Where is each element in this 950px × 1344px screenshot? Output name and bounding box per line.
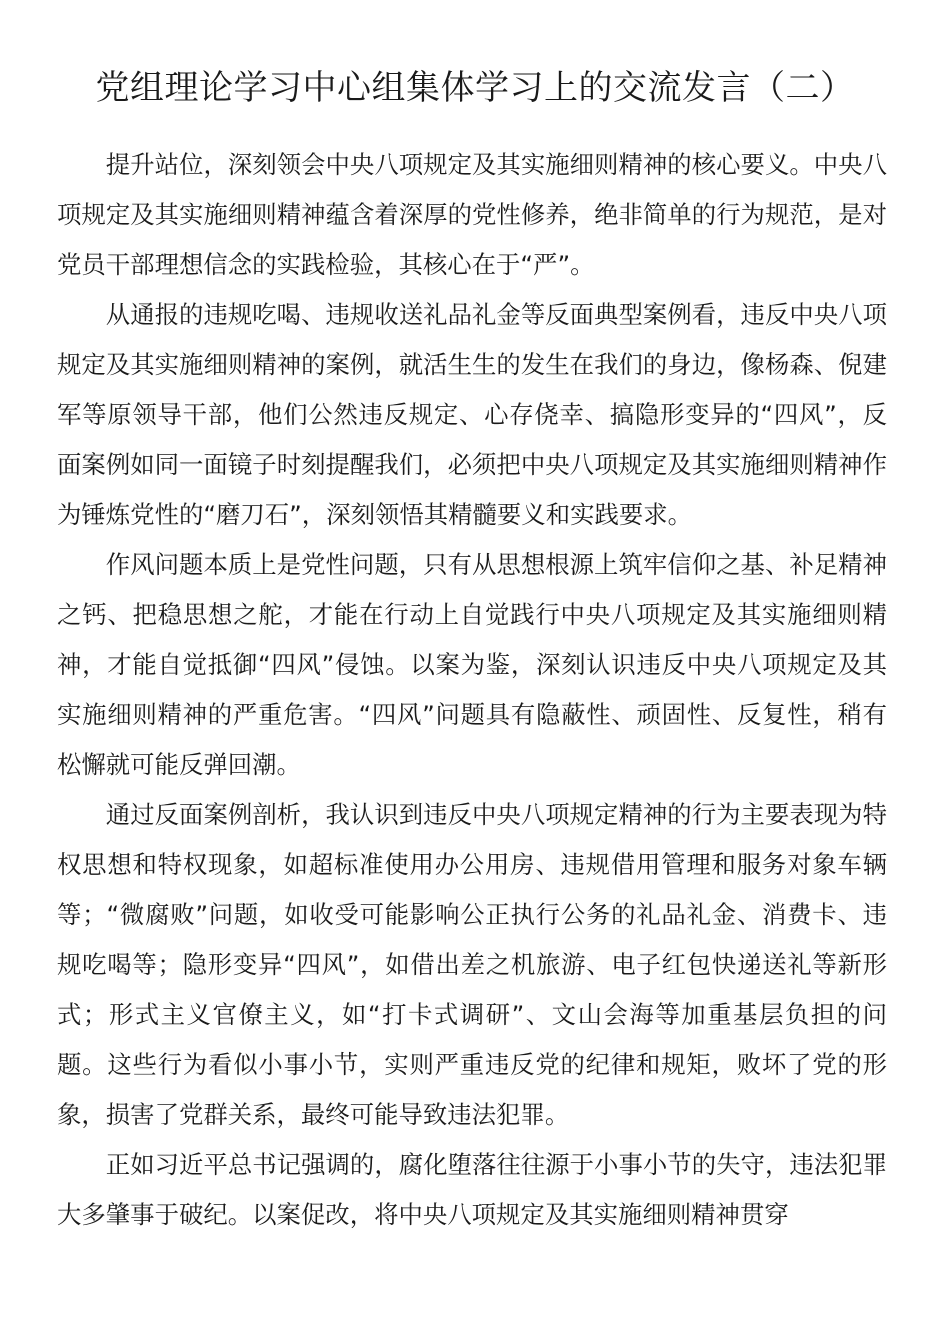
paragraph-4: 通过反面案例剖析，我认识到违反中央八项规定精神的行为主要表现为特权思想和特权现象，如超标准使用办公用房、违规借用管理和服务对象车辆等；“微腐败”问题，如收受可能影响公正执行公务的礼品礼金、消费卡、违规吃喝等；隐形变异“四风”，如借出差之机旅游、电子红包快递送礼等新形式；形式主义官僚主义，如“打卡式调研”、文山会海等加重基层负担的问题。这些行为看似小事小节，实则严重违反党的纪律和规矩，败坏了党的形象，损害了党群关系，最终可能导致违法犯罪。 — [57, 800, 887, 1129]
paragraph-5: 正如习近平总书记强调的，腐化堕落往往源于小事小节的失守，违法犯罪大多肇事于破纪。以案促改，将中央八项规定及其实施细则精神贯穿 — [57, 1150, 887, 1229]
paragraph-2: 从通报的违规吃喝、违规收送礼品礼金等反面典型案例看，违反中央八项规定及其实施细则精神的案例，就活生生的发生在我们的身边，像杨森、倪建军等原领导干部，他们公然违反规定、心存侥幸、搞隐形变异的“四风”，反面案例如同一面镜子时刻提醒我们，必须把中央八项规定及其实施细则精神作为锤炼党性的“磨刀石”，深刻领悟其精髓要义和实践要求。 — [57, 300, 887, 529]
document-body — [57, 140, 887, 1240]
document-title: 党组理论学习中心组集体学习上的交流发言（二） — [95, 68, 855, 108]
paragraph-1: 提升站位，深刻领会中央八项规定及其实施细则精神的核心要义。中央八项规定及其实施细则精神蕴含着深厚的党性修养，绝非简单的行为规范，是对党员干部理想信念的实践检验，其核心在于“严”。 — [57, 150, 887, 279]
paragraph-3: 作风问题本质上是党性问题，只有从思想根源上筑牢信仰之基、补足精神之钙、把稳思想之舵，才能在行动上自觉践行中央八项规定及其实施细则精神，才能自觉抵御“四风”侵蚀。以案为鉴，深刻认识违反中央八项规定及其实施细则精神的严重危害。“四风”问题具有隐蔽性、顽固性、反复性，稍有松懈就可能反弹回潮。 — [57, 550, 887, 779]
